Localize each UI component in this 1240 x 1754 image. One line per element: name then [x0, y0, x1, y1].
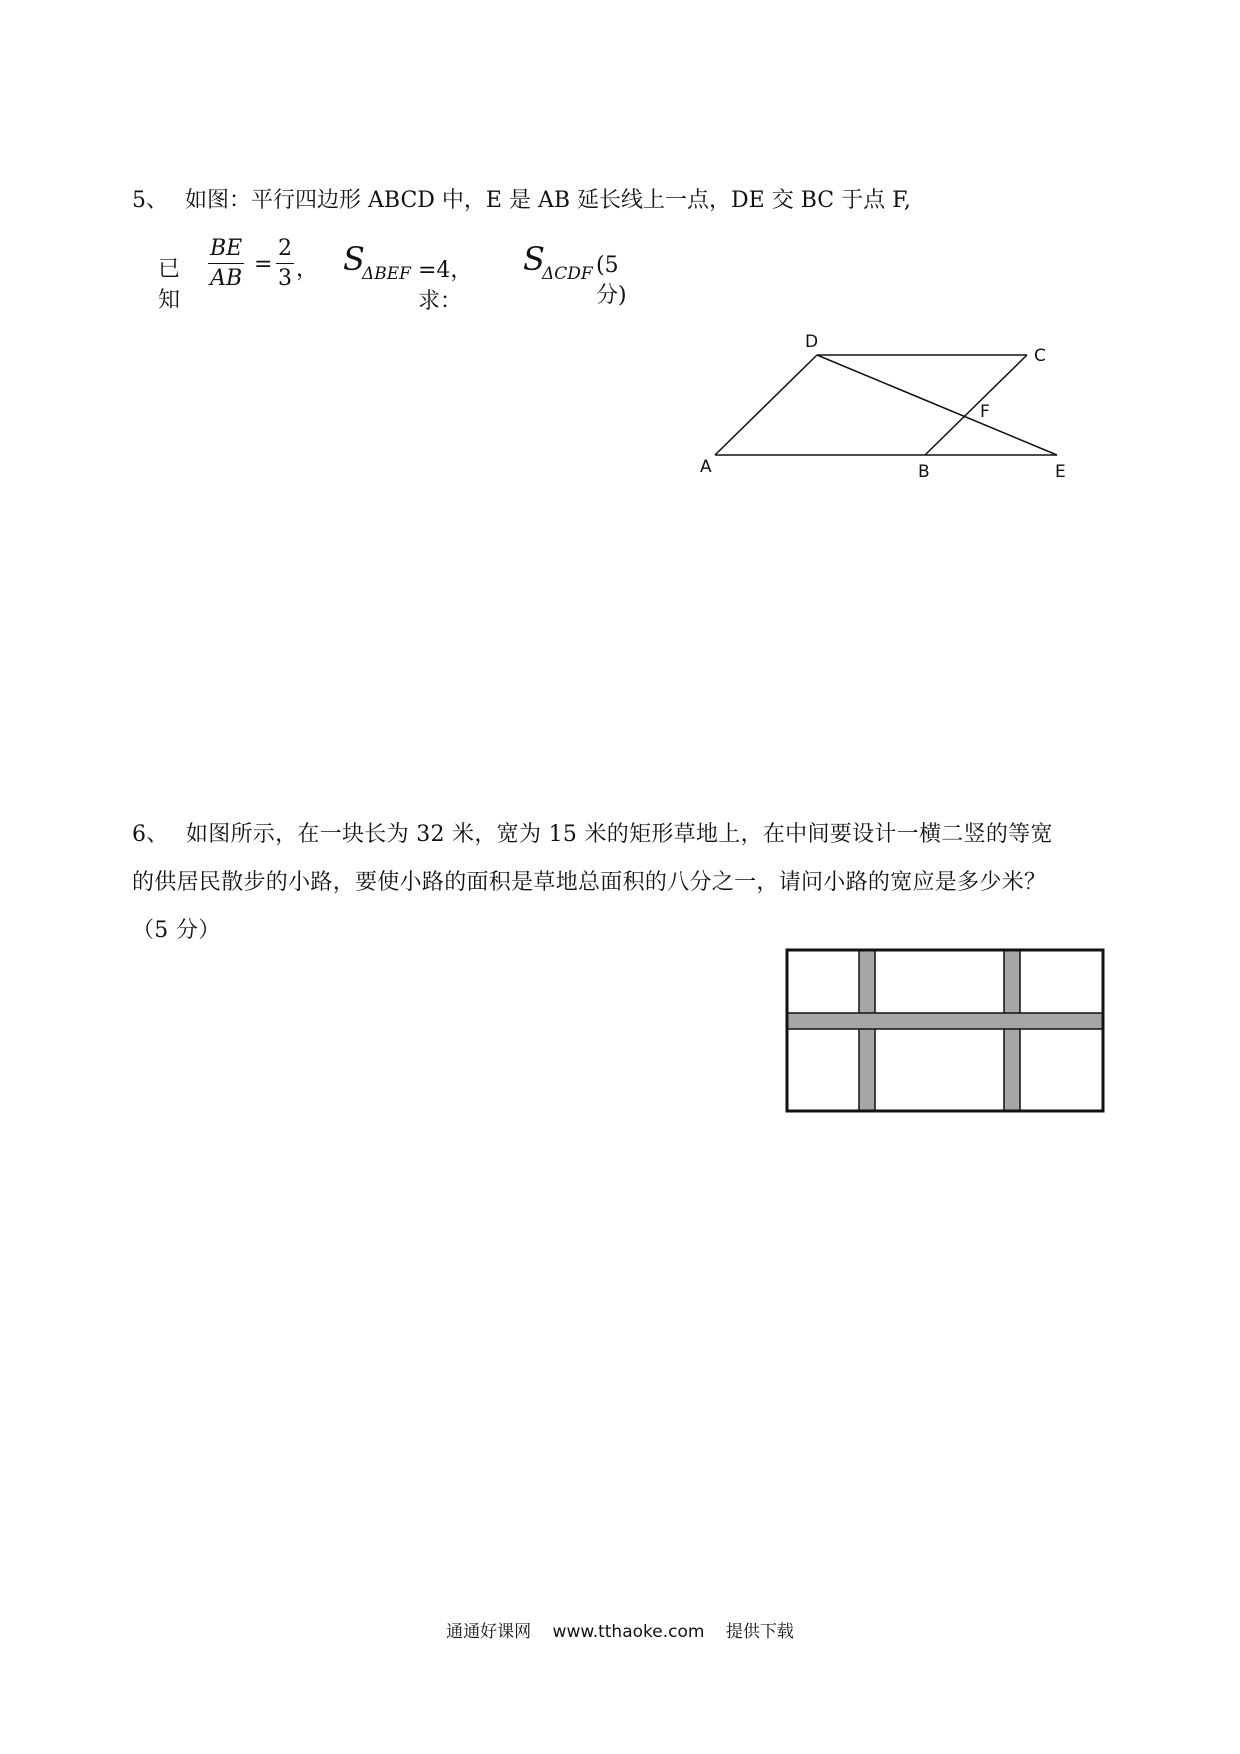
- horizontal-road: [787, 1013, 1103, 1029]
- footer-suffix: 提供下载: [725, 1622, 794, 1642]
- ratio-denominator: AB: [210, 266, 243, 291]
- area-subscript-bef: ΔBEF: [362, 264, 411, 284]
- label-e: E: [1055, 462, 1066, 482]
- page-footer: [0, 1617, 1240, 1642]
- problem-5-statement: [132, 183, 911, 214]
- segment-de: [817, 355, 1057, 455]
- equals-sign: =: [254, 252, 273, 277]
- problem-5-text: 如图：平行四边形 ABCD 中，E 是 AB 延长线上一点，DE 交 BC 于点 F,: [185, 188, 911, 213]
- area-value-text: =4，求：: [418, 258, 473, 314]
- vertical-road-right: [1004, 950, 1020, 1111]
- problem-6-number: 6、: [132, 822, 169, 847]
- value-denominator: 3: [278, 266, 292, 291]
- footer-site-name: 通通好课网: [446, 1622, 532, 1642]
- lawn-border: [787, 950, 1103, 1111]
- label-a: A: [700, 457, 712, 477]
- vertical-road-left: [859, 950, 875, 1111]
- problem-6-line-2: 的供居民散步的小路，要使小路的面积是草地总面积的八分之一，请问小路的宽应是多少米？: [132, 870, 1047, 895]
- lawn-figure: [785, 948, 1105, 1114]
- side-bc: [925, 355, 1027, 455]
- value-fraction: [276, 236, 294, 291]
- value-numerator: 2: [276, 236, 294, 264]
- side-ad: [715, 355, 817, 455]
- problem-6-score: （5 分）: [132, 918, 221, 943]
- label-b: B: [918, 462, 930, 482]
- parallelogram-figure: [680, 325, 1080, 495]
- given-comma: ，: [296, 257, 319, 282]
- area-subscript-cdf: ΔCDF: [542, 264, 593, 284]
- label-c: C: [1034, 346, 1046, 366]
- ratio-fraction: [208, 236, 244, 291]
- area-symbol-cdf: S: [523, 240, 545, 278]
- problem-6-text-1: 如图所示，在一块长为 32 米，宽为 15 米的矩形草地上，在中间要设计一横二竖的等宽: [185, 822, 1053, 847]
- problem-6-statement: [132, 811, 1132, 955]
- label-d: D: [805, 332, 819, 352]
- problem-6-line-1: [132, 811, 1132, 859]
- ratio-numerator: BE: [208, 236, 244, 264]
- label-f: F: [980, 402, 990, 422]
- footer-url[interactable]: www.tthaoke.com: [552, 1622, 705, 1642]
- problem-5-score: (5 分): [596, 253, 627, 308]
- problem-5-number: 5、: [132, 188, 168, 213]
- given-prefix: 已知: [158, 257, 181, 313]
- area-symbol-bef: S: [343, 240, 365, 278]
